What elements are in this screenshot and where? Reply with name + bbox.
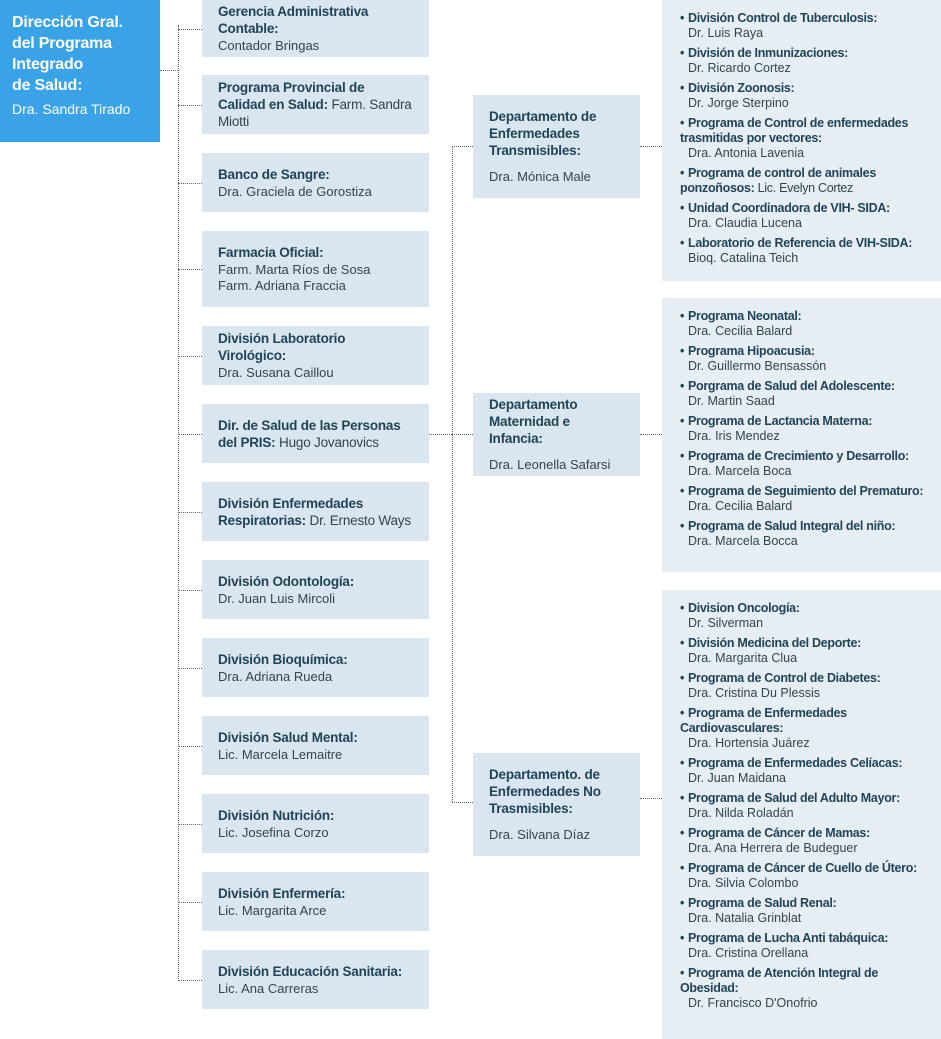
unit-box <box>202 716 429 775</box>
department-title: Departamento. de Enfermedades No Trasmisibles: <box>489 767 601 816</box>
program-person: Dra. Claudia Lucena <box>688 216 802 230</box>
program-title: • Programa de Control de enfermedades trasmitidas por vectores: <box>680 116 909 145</box>
connector <box>178 105 202 106</box>
program-title: • Programa de Atención Integral de Obesidad: <box>680 966 878 995</box>
bullet-icon: • <box>680 309 685 323</box>
unit-box <box>202 153 429 212</box>
program-item <box>680 966 933 1011</box>
program-item <box>680 519 933 549</box>
unit-person: Farm. Sandra Miotti <box>218 97 412 129</box>
unit-person: Lic. Ana Carreras <box>218 980 319 996</box>
program-title: • División Control de Tuberculosis: <box>680 11 878 25</box>
connector <box>178 29 202 30</box>
bullet-icon: • <box>680 81 685 95</box>
unit-title: Banco de Sangre: <box>218 166 330 182</box>
program-item <box>680 706 933 751</box>
program-item <box>680 861 933 891</box>
bullet-icon: • <box>680 601 685 615</box>
program-item <box>680 601 933 631</box>
connector <box>178 25 179 981</box>
program-item <box>680 671 933 701</box>
unit-title: División Odontología: <box>218 573 355 589</box>
program-item <box>680 11 933 41</box>
unit-person: Hugo Jovanovics <box>279 434 379 450</box>
program-title: • Programa de Seguimiento del Prematuro: <box>680 484 924 498</box>
bullet-icon: • <box>680 11 685 25</box>
program-list-maternidad <box>662 298 941 572</box>
connector <box>178 902 202 903</box>
program-title: • División Medicina del Deporte: <box>680 636 861 650</box>
program-title: • Programa de Salud Integral del niño: <box>680 519 896 533</box>
program-person: Dr. Juan Maidana <box>688 771 786 785</box>
program-person: Dra. Antonia Lavenia <box>688 146 805 160</box>
unit-box <box>202 75 429 134</box>
program-item <box>680 449 933 479</box>
bullet-icon: • <box>680 201 685 215</box>
program-title: • Programa de Cáncer de Cuello de Útero: <box>680 861 917 875</box>
program-person: Dra. Iris Mendez <box>688 429 780 443</box>
bullet-icon: • <box>680 379 685 393</box>
connector <box>178 183 202 184</box>
unit-box <box>202 560 429 619</box>
program-title: • Programa de Salud Renal: <box>680 896 837 910</box>
program-item <box>680 236 933 266</box>
unit-box <box>202 950 429 1009</box>
connector <box>178 356 202 357</box>
department-box-no-transmisibles <box>473 753 640 856</box>
unit-person: Dr. Juan Luis Mircoli <box>218 590 336 606</box>
unit-person: Dr. Ernesto Ways <box>309 512 411 528</box>
unit-person: Dra. Adriana Rueda <box>218 668 333 684</box>
unit-person: Lic. Margarita Arce <box>218 902 327 918</box>
department-title: Departamento de Enfermedades Transmisibles: <box>489 109 597 158</box>
bullet-icon: • <box>680 756 685 770</box>
bullet-icon: • <box>680 344 685 358</box>
program-list-transmisibles <box>662 0 941 281</box>
connector <box>452 146 473 147</box>
bullet-icon: • <box>680 706 685 720</box>
connector <box>178 434 202 435</box>
program-title: • Programa de Lucha Anti tabáquica: <box>680 931 889 945</box>
program-person: Dra. Nilda Roladán <box>688 806 794 820</box>
department-person: Dra. Leonella Safarsi <box>489 457 611 472</box>
department-person: Dra. Silvana Díaz <box>489 827 591 842</box>
unit-box <box>202 0 429 57</box>
program-person: Dra. Marcela Boca <box>688 464 792 478</box>
unit-person: Farm. Marta Ríos de Sosa <box>218 262 371 277</box>
program-person: Dra. Natalia Grinblat <box>688 911 802 925</box>
program-title: • Programa de Control de Diabetes: <box>680 671 881 685</box>
unit-title: División Salud Mental: <box>218 729 358 745</box>
department-box-maternidad <box>473 393 640 476</box>
program-title: • División de Inmunizaciones: <box>680 46 848 60</box>
program-title: • Programa de Lactancia Materna: <box>680 414 873 428</box>
bullet-icon: • <box>680 46 685 60</box>
program-item <box>680 166 933 196</box>
unit-person: Dra. Susana Caillou <box>218 365 334 380</box>
connector <box>178 824 202 825</box>
program-item <box>680 636 933 666</box>
unit-box <box>202 794 429 853</box>
bullet-icon: • <box>680 519 685 533</box>
connector <box>178 668 202 669</box>
unit-title: Programa Provincial de Calidad en Salud: Farm. Sandra Miotti <box>218 80 412 129</box>
unit-box <box>202 482 429 541</box>
connector <box>640 434 662 435</box>
unit-person: Farm. Adriana Fraccia <box>218 278 346 293</box>
program-item <box>680 379 933 409</box>
bullet-icon: • <box>680 791 685 805</box>
unit-title: División Laboratorio Virológico: <box>218 331 346 363</box>
bullet-icon: • <box>680 484 685 498</box>
program-person: Dr. Luis Raya <box>688 26 764 40</box>
unit-title: Farmacia Oficial: <box>218 245 324 260</box>
bullet-icon: • <box>680 636 685 650</box>
program-title: • Programa de control de animales ponzoñosos: Lic. Evelyn Cortez <box>680 166 876 195</box>
bullet-icon: • <box>680 931 685 945</box>
program-item <box>680 931 933 961</box>
unit-person: Lic. Marcela Lemaitre <box>218 746 343 762</box>
program-person: Dra. Cecilia Balard <box>688 324 793 338</box>
unit-title: División Enfermedades Respiratorias: Dr. Ernesto Ways <box>218 495 411 528</box>
unit-person: Contador Bringas <box>218 38 320 53</box>
department-person: Dra. Mónica Male <box>489 169 591 184</box>
program-item <box>680 756 933 786</box>
program-item <box>680 309 933 339</box>
program-person: Dra. Cecilia Balard <box>688 499 793 513</box>
root-title: Dirección Gral. del Programa Integrado de Salud: <box>12 14 123 94</box>
program-person: Dr. Ricardo Cortez <box>688 61 791 75</box>
bullet-icon: • <box>680 966 685 980</box>
program-item <box>680 791 933 821</box>
program-item <box>680 344 933 374</box>
program-title: • Programa de Enfermedades Celíacas: <box>680 756 903 770</box>
connector <box>178 590 202 591</box>
program-person: Dra. Marcela Bocca <box>688 534 798 548</box>
program-title: • Programa Neonatal: <box>680 309 802 323</box>
unit-box <box>202 404 429 463</box>
unit-box <box>202 638 429 697</box>
program-title: • Programa de Salud del Adulto Mayor: <box>680 791 900 805</box>
program-person: Dr. Guillermo Bensassón <box>688 359 827 373</box>
unit-title: Gerencia Administrativa Contable: <box>218 4 369 36</box>
program-person: Dra. Hortensia Juárez <box>688 736 810 750</box>
connector <box>452 802 473 803</box>
program-title: • Laboratorio de Referencia de VIH-SIDA: <box>680 236 913 250</box>
program-title: • Programa Hipoacusia: <box>680 344 815 358</box>
bullet-icon: • <box>680 236 685 250</box>
connector <box>640 146 662 147</box>
program-person: Bioq. Catalina Teich <box>688 251 799 265</box>
root-person: Dra. Sandra Tirado <box>12 101 131 117</box>
program-title: • Division Oncología: <box>680 601 800 615</box>
program-title: • Programa de Cáncer de Mamas: <box>680 826 870 840</box>
program-item <box>680 81 933 111</box>
program-title: • Porgrama de Salud del Adolescente: <box>680 379 895 393</box>
program-item <box>680 116 933 161</box>
connector <box>452 146 453 802</box>
connector <box>178 746 202 747</box>
bullet-icon: • <box>680 826 685 840</box>
program-person: Dra. Ana Herrera de Budeguer <box>688 841 858 855</box>
unit-box <box>202 231 429 307</box>
program-title: • División Zoonosis: <box>680 81 795 95</box>
program-title: • Programa de Enfermedades Cardiovasculares: <box>680 706 847 735</box>
department-title: Departamento Maternidad e Infancia: <box>489 397 578 446</box>
bullet-icon: • <box>680 671 685 685</box>
program-item <box>680 414 933 444</box>
unit-person: Dra. Graciela de Gorostiza <box>218 183 372 199</box>
program-person: Dr. Silverman <box>688 616 764 630</box>
bullet-icon: • <box>680 166 685 180</box>
program-item <box>680 484 933 514</box>
connector <box>452 434 473 435</box>
unit-person: Lic. Josefina Corzo <box>218 824 329 840</box>
connector <box>178 980 202 981</box>
connector <box>429 434 452 435</box>
unit-box <box>202 872 429 931</box>
unit-box <box>202 326 429 385</box>
program-list-no-transmisibles <box>662 590 941 1039</box>
connector <box>178 512 202 513</box>
program-person: Dra. Cristina Du Plessis <box>688 686 820 700</box>
unit-title: División Educación Sanitaria: <box>218 963 402 979</box>
connector <box>640 798 662 799</box>
program-item <box>680 896 933 926</box>
bullet-icon: • <box>680 896 685 910</box>
program-title: • Unidad Coordinadora de VIH- SIDA: <box>680 201 890 215</box>
unit-title: Dir. de Salud de las Personas del PRIS: Hugo Jovanovics <box>218 417 401 450</box>
unit-title: División Nutrición: <box>218 807 335 823</box>
program-person: Dr. Francisco D'Onofrio <box>688 996 818 1010</box>
program-person: Dra. Cristina Orellana <box>688 946 809 960</box>
root-director-box <box>0 0 160 142</box>
bullet-icon: • <box>680 116 685 130</box>
unit-title: División Enfermería: <box>218 885 346 901</box>
program-person: Lic. Evelyn Cortez <box>757 181 853 195</box>
connector <box>160 70 178 71</box>
program-person: Dra. Silvia Colombo <box>688 876 799 890</box>
department-box-transmisibles <box>473 95 640 198</box>
program-person: Dr. Martin Saad <box>688 394 775 408</box>
bullet-icon: • <box>680 861 685 875</box>
program-item <box>680 46 933 76</box>
connector <box>178 269 202 270</box>
bullet-icon: • <box>680 414 685 428</box>
program-title: • Programa de Crecimiento y Desarrollo: <box>680 449 909 463</box>
program-item <box>680 826 933 856</box>
bullet-icon: • <box>680 449 685 463</box>
unit-title: División Bioquímica: <box>218 651 348 667</box>
program-person: Dr. Jorge Sterpino <box>688 96 789 110</box>
program-person: Dra. Margarita Clua <box>688 651 798 665</box>
program-item <box>680 201 933 231</box>
